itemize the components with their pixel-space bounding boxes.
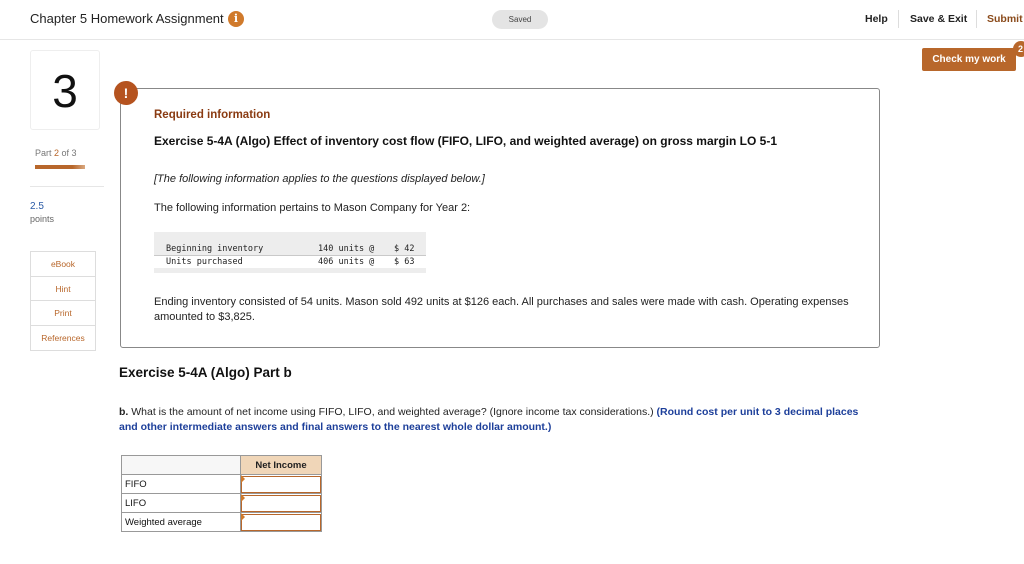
points-value: 2.5 (30, 201, 44, 212)
top-header (0, 0, 1024, 40)
exercise-body: Ending inventory consisted of 54 units. Mason sold 492 units at $126 each. All purchases and sales were made with cash. Operating expenses amounted to $3,825. (154, 296, 849, 323)
question-instruction: (Round cost per unit to 3 decimal places and other intermediate answers and final answers to the nearest whole dollar amount.) (119, 406, 859, 433)
sidebar-tools (30, 251, 96, 351)
inventory-row (154, 256, 426, 269)
table-row (122, 513, 322, 532)
help-button[interactable]: Help (865, 13, 888, 25)
header-divider (898, 10, 899, 28)
row-label-fifo: FIFO (122, 475, 241, 494)
saved-status-badge: Saved (492, 10, 548, 29)
print-link[interactable]: Print (31, 301, 95, 326)
exercise-intro: The following information pertains to Mason Company for Year 2: (154, 202, 471, 214)
exercise-title: Exercise 5-4A (Algo) Effect of inventory cost flow (FIFO, LIFO, and weighted average) on gross margin LO 5-1 (154, 134, 777, 148)
info-icon[interactable]: i (228, 11, 244, 27)
inventory-units: 406 units @ (318, 256, 375, 267)
question-number: 3 (30, 50, 100, 130)
inventory-units: 140 units @ (318, 244, 375, 254)
inventory-cost: $ 63 (394, 256, 415, 267)
part-prefix: Part (35, 148, 55, 158)
question-body: What is the amount of net income using FIFO, LIFO, and weighted average? (Ignore income tax considerations.) (128, 406, 657, 418)
lifo-net-income-input[interactable] (241, 495, 321, 512)
input-flag-icon (241, 475, 245, 483)
weighted-average-cell (241, 513, 322, 532)
table-header-row (122, 456, 322, 475)
inventory-label: Beginning inventory (166, 244, 264, 254)
ebook-link[interactable]: eBook (31, 252, 95, 277)
question-prefix: b. (119, 406, 129, 418)
inventory-cost: $ 42 (394, 244, 415, 254)
weighted-average-net-income-input[interactable] (241, 514, 321, 531)
inventory-row (154, 243, 426, 256)
points-label: points (30, 214, 55, 224)
part-b-title: Exercise 5-4A (Algo) Part b (119, 365, 292, 380)
references-link[interactable]: References (41, 332, 85, 343)
question-text (119, 405, 879, 435)
exercise-note: [The following information applies to the questions displayed below.] (154, 173, 485, 185)
assignment-title: Chapter 5 Homework Assignment (30, 11, 224, 26)
submit-button[interactable]: Submit (987, 13, 1023, 25)
check-my-work-button[interactable]: Check my work (922, 48, 1016, 71)
fifo-net-income-input[interactable] (241, 476, 321, 493)
part-indicator (35, 148, 77, 158)
row-label-lifo: LIFO (122, 494, 241, 513)
table-row (122, 494, 322, 513)
part-progress-bar (35, 165, 85, 169)
net-income-table (121, 455, 322, 532)
lifo-cell (241, 494, 322, 513)
net-income-header: Net Income (241, 456, 322, 475)
table-row (122, 475, 322, 494)
fifo-cell (241, 475, 322, 494)
table-header-blank (122, 456, 241, 475)
part-total: of 3 (59, 148, 77, 158)
part-progress-fill (35, 165, 85, 169)
check-attempts-badge: 2 (1013, 41, 1024, 57)
required-info-title: Required information (154, 109, 271, 121)
header-divider (976, 10, 977, 28)
hint-link[interactable]: Hint (31, 277, 95, 302)
inventory-label: Units purchased (166, 256, 243, 267)
input-flag-icon (241, 494, 245, 502)
save-exit-button[interactable]: Save & Exit (910, 13, 968, 25)
inventory-table (154, 232, 426, 273)
row-label-weighted-average: Weighted average (122, 513, 241, 532)
part-current: 2 (54, 148, 60, 158)
sidebar-divider (30, 186, 104, 187)
input-flag-icon (241, 513, 245, 521)
alert-icon: ! (114, 81, 138, 105)
